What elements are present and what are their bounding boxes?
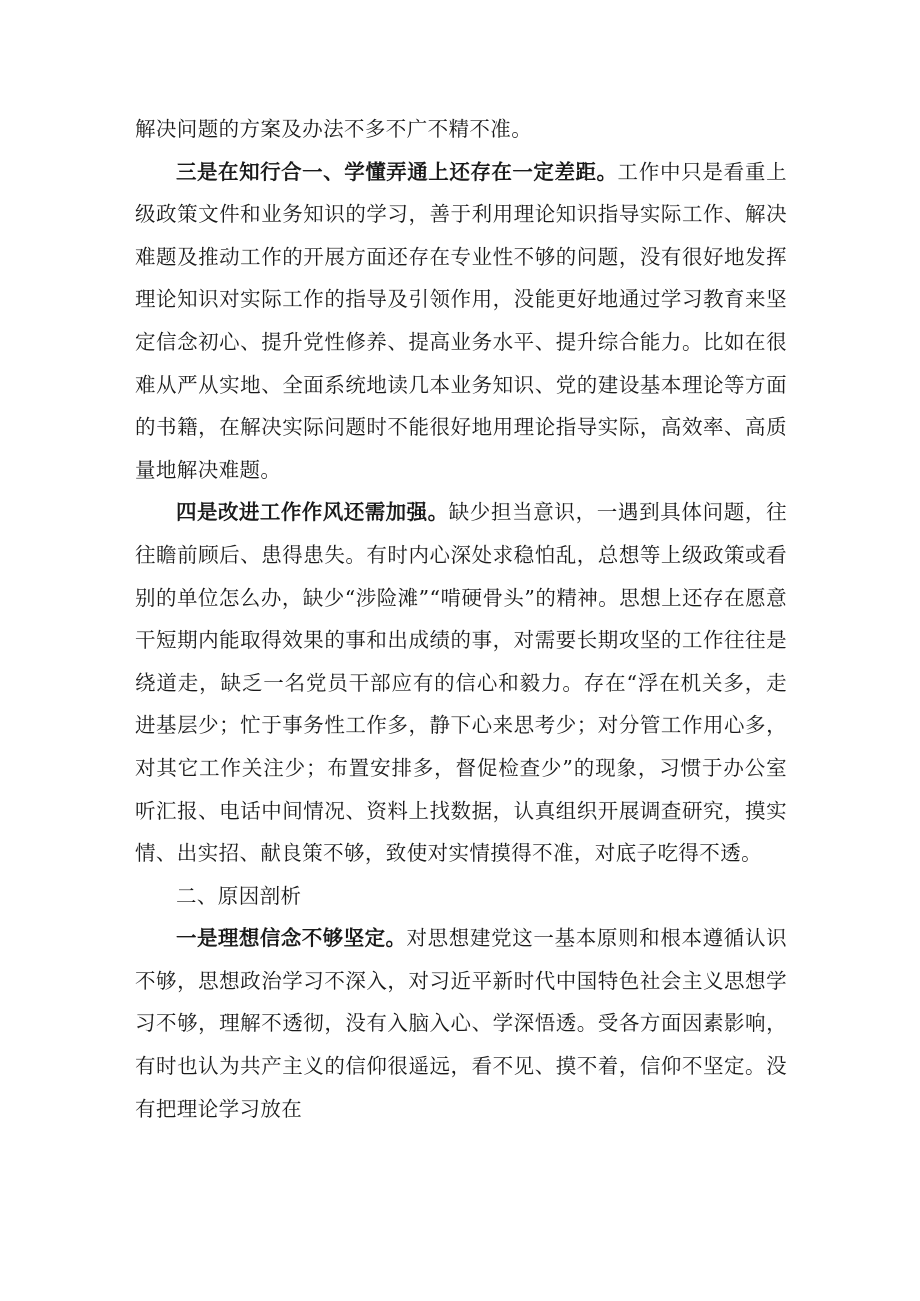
paragraph-text: 对思想建党这一基本原则和根本遵循认识不够，思想政治学习不深入，对习近平新时代中国特色社会主义思想学习不够，理解不透彻，没有入脑入心、学深悟透。受各方面因素影响，有时也认为共产主义的信仰很遥远，看不见、摸不着，信仰不坚定。没有把理论学习放在 bbox=[135, 926, 788, 1121]
paragraph-lead-bold: 一是理想信念不够坚定。 bbox=[176, 926, 407, 951]
paragraph-cause-one bbox=[135, 917, 787, 1130]
paragraph-point-three bbox=[135, 151, 787, 492]
paragraph-text: 工作中只是看重上级政策文件和业务知识的学习，善于利用理论知识指导实际工作、解决难题及推动工作的开展方面还存在专业性不够的问题，没有很好地发挥理论知识对实际工作的指导及引领作用，没能更好地通过学习教育来坚定信念初心、提升党性修养、提高业务水平、提升综合能力。比如在很难从严从实地、全面系统地读几本业务知识、党的建设基本理论等方面的书籍，在解决实际问题时不能很好地用理论指导实际，高效率、高质量地解决难题。 bbox=[135, 159, 788, 482]
paragraph-lead-bold: 三是在知行合一、学懂弄通上还存在一定差距。 bbox=[176, 159, 618, 184]
section-heading: 二、原因剖析 bbox=[176, 883, 302, 908]
paragraph-lead-bold: 四是改进工作作风还需加强。 bbox=[176, 500, 449, 525]
paragraph-point-four bbox=[135, 491, 787, 874]
paragraph-text: 解决问题的方案及办法不多不广不精不准。 bbox=[135, 117, 533, 141]
document-page bbox=[135, 108, 787, 1130]
paragraph-continuation bbox=[135, 108, 787, 151]
paragraph-text: 缺少担当意识，一遇到具体问题，往往瞻前顾后、患得患失。有时内心深处求稳怕乱，总想等上级政策或看别的单位怎么办，缺少“涉险滩”“啃硬骨头”的精神。思想上还存在愿意干短期内能取得效果的事和出成绩的事，对需要长期攻坚的工作往往是绕道走，缺乏一名党员干部应有的信心和毅力。存在“浮在机关多，走进基层少；忙于事务性工作多，静下心来思考少；对分管工作用心多，对其它工作关注少；布置安排多，督促检查少”的现象，习惯于办公室听汇报、电话中间情况、资料上找数据，认真组织开展调查研究，摸实情、出实招、献良策不够，致使对实情摸得不准，对底子吃得不透。 bbox=[135, 500, 787, 866]
